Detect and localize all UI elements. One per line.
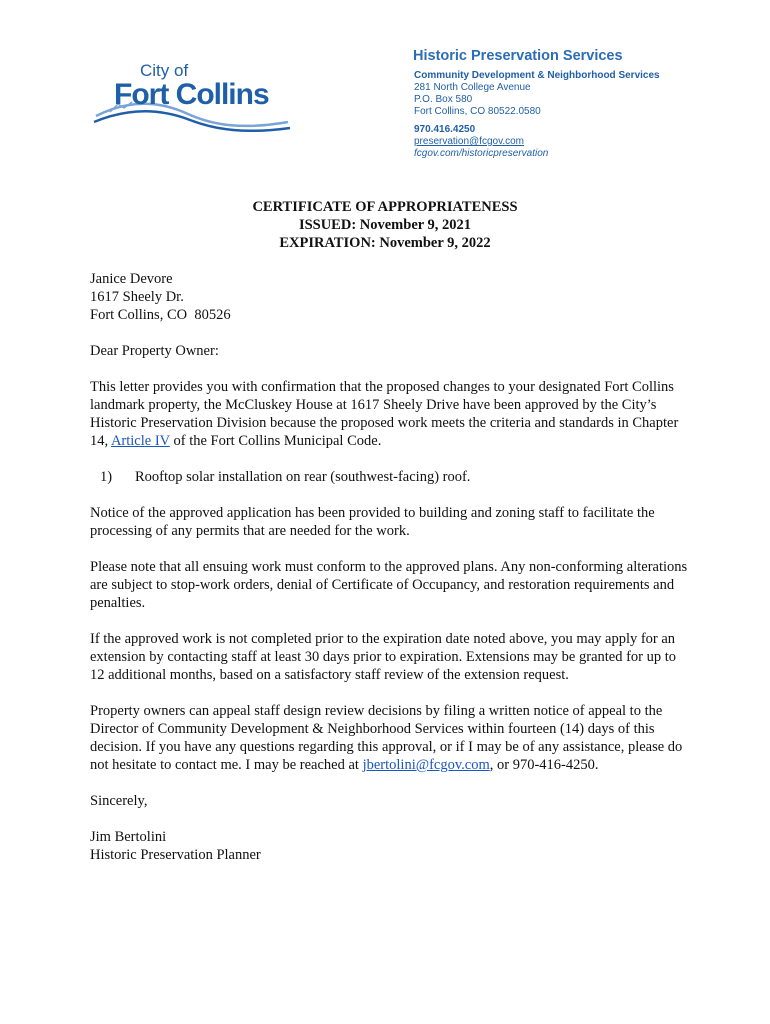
signature-title: Historic Preservation Planner: [90, 847, 261, 863]
logo-fort-collins: Fort Collins: [114, 78, 269, 111]
certificate-issued: ISSUED: November 9, 2021: [298, 217, 472, 233]
letterhead-email-link[interactable]: preservation@fcgov.com: [414, 136, 525, 147]
fort-collins-logo-icon: [92, 58, 292, 134]
paragraph-approval: [90, 378, 690, 450]
letter-body: [90, 270, 690, 864]
work-item-number: 1): [100, 469, 113, 485]
certificate-title: CERTIFICATE OF APPROPRIATENESS: [252, 199, 518, 215]
letterhead-phone: 970.416.4250: [414, 124, 476, 135]
paragraph-appeal-text: Property owners can appeal staff design review decisions by filing a written notice of appeal to the Director of Community Development & Neighborhood Services within fourteen (14) days of this decision. If you have any questions regarding this approval, or if I may be of any assistance, please do not hesitate to contact me. I may be reached at: [90, 703, 683, 773]
signature-block: [90, 828, 690, 864]
recipient-address: [90, 270, 690, 324]
letterhead-address3: Fort Collins, CO 80522.0580: [414, 106, 541, 117]
letterhead: [414, 47, 660, 160]
paragraph-appeal: [90, 702, 690, 774]
letterhead-title: Historic Preservation Services: [413, 48, 623, 64]
paragraph-extension: If the approved work is not completed prior to the expiration date noted above, you may apply for an extension by contacting staff at least 30 days prior to expiration. Extensions may be granted for up to 12 additional months, based on a satisfactory staff review of the extension request.: [90, 631, 677, 683]
closing: Sincerely,: [90, 793, 148, 809]
letterhead-address1: 281 North College Avenue: [414, 82, 531, 93]
work-item: [90, 468, 690, 486]
certificate-header: [0, 198, 770, 252]
paragraph-conform: Please note that all ensuing work must conform to the approved plans. Any non-conforming alterations are subject to stop-work orders, denial of Certificate of Occupancy, and restoration requirements and penalties.: [90, 559, 688, 611]
letterhead-address2: P.O. Box 580: [414, 94, 473, 105]
email-link[interactable]: jbertolini@fcgov.com: [362, 757, 490, 773]
letterhead-website: fcgov.com/historicpreservation: [414, 148, 549, 159]
recipient-street: 1617 Sheely Dr.: [90, 289, 184, 305]
signature-name: Jim Bertolini: [90, 829, 167, 845]
recipient-name: Janice Devore: [90, 271, 173, 287]
letterhead-department: Community Development & Neighborhood Services: [414, 70, 660, 81]
recipient-city: Fort Collins, CO 80526: [90, 307, 231, 323]
paragraph-appeal-text-end: , or 970-416-4250.: [489, 757, 599, 773]
paragraph-notice: Notice of the approved application has been provided to building and zoning staff to facilitate the processing of any permits that are needed for the work.: [90, 505, 655, 539]
work-item-text: Rooftop solar installation on rear (southwest-facing) roof.: [135, 469, 471, 485]
salutation: Dear Property Owner:: [90, 343, 219, 359]
logo-city-of: City of: [140, 61, 189, 80]
paragraph-approval-text-end: of the Fort Collins Municipal Code.: [169, 433, 382, 449]
article-iv-link[interactable]: Article IV: [110, 433, 170, 449]
certificate-expiration: EXPIRATION: November 9, 2022: [279, 235, 491, 251]
paragraph-approval-text: This letter provides you with confirmation that the proposed changes to your designated Fort Collins landmark property, the McCluskey House at 1617 Sheely Drive have been approved by the City’s Historic Preservation Division because the proposed work meets the criteria and standards in Chapter 14,: [90, 379, 679, 449]
city-logo: [92, 58, 292, 134]
